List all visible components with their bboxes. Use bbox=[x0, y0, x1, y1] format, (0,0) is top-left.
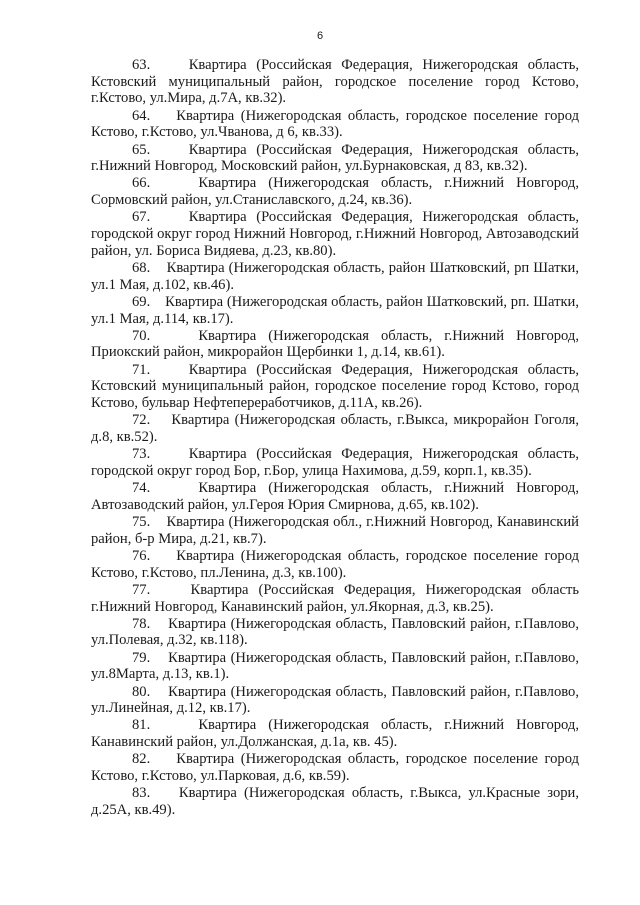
list-item bbox=[91, 57, 579, 107]
list-item bbox=[91, 717, 579, 750]
list-item bbox=[91, 751, 579, 784]
item-number: 80. bbox=[132, 683, 151, 700]
list-item bbox=[91, 175, 579, 208]
item-text: Квартира (Нижегородская область, г.Выкса, микрорайон Гоголя, д.8, кв.52). bbox=[91, 412, 580, 445]
list-item bbox=[91, 785, 579, 818]
item-text: Квартира (Нижегородская область, Павловский район, г.Павлово, ул.8Марта, д.13, кв.1). bbox=[91, 649, 579, 683]
list-item bbox=[91, 328, 579, 361]
list-item bbox=[91, 209, 579, 259]
item-number: 73. bbox=[132, 446, 151, 463]
item-text: Квартира (Нижегородская область, район Шатковский, рп. Шатки, ул.1 Мая, д.114, кв.17). bbox=[91, 293, 579, 327]
item-number: 68. bbox=[132, 259, 151, 276]
item-number: 77. bbox=[132, 581, 151, 598]
item-number: 65. bbox=[132, 141, 151, 158]
list-item bbox=[91, 412, 579, 445]
item-number: 64. bbox=[132, 107, 151, 124]
list-item bbox=[91, 684, 579, 717]
item-number: 76. bbox=[132, 547, 151, 564]
list-item bbox=[91, 294, 579, 327]
item-number: 70. bbox=[132, 327, 151, 344]
item-number: 71. bbox=[132, 361, 151, 378]
item-text: Квартира (Нижегородская область, г.Нижний Новгород, Автозаводский район, ул.Героя Юрия Смирнова, д.65, кв.102). bbox=[91, 480, 579, 513]
item-text: Квартира (Нижегородская область, г.Выкса, ул.Красные зори, д.25А, кв.49). bbox=[91, 785, 579, 818]
item-text: Квартира (Российская Федерация, Нижегородская область г.Нижний Новгород, Канавинский район, ул.Якорная, д.3, кв.25). bbox=[91, 581, 580, 615]
list-item bbox=[91, 260, 579, 293]
item-text: Квартира (Нижегородская область, г.Нижний Новгород, Сормовский район, ул.Станиславского, д.24, кв.36). bbox=[91, 175, 579, 209]
item-number: 72. bbox=[132, 412, 151, 429]
item-number: 74. bbox=[132, 480, 151, 497]
list-item bbox=[91, 362, 579, 412]
item-number: 81. bbox=[132, 717, 151, 734]
list-item bbox=[91, 548, 579, 581]
item-text: Квартира (Нижегородская обл., г.Нижний Новгород, Канавинский район, б-р Мира, д.21, кв.7). bbox=[91, 513, 579, 547]
item-text: Квартира (Российская Федерация, Нижегородская область, г.Нижний Новгород, Московский район, ул.Бурнаковская, д 83, кв.32). bbox=[91, 141, 579, 175]
item-text: Квартира (Российская Федерация, Нижегородская область, городской округ город Бор, г.Бор, улица Нахимова, д.59, корп.1, кв.35). bbox=[91, 446, 579, 479]
list-item bbox=[91, 446, 579, 479]
list-item bbox=[91, 582, 579, 615]
item-text: Квартира (Российская Федерация, Нижегородская область, городской округ город Нижний Новгород, г.Нижний Новгород, Автозаводский район, ул. Бориса Видяева, д.23, кв.80). bbox=[91, 209, 579, 259]
list-item bbox=[91, 514, 579, 547]
item-number: 79. bbox=[132, 649, 151, 666]
item-text: Квартира (Нижегородская область, г.Нижний Новгород, Канавинский район, ул.Должанская, д.1а, кв. 45). bbox=[91, 717, 579, 751]
item-number: 83. bbox=[132, 785, 151, 802]
item-number: 63. bbox=[132, 57, 151, 73]
list-item bbox=[91, 108, 579, 141]
list-item bbox=[91, 616, 579, 649]
page-number: 6 bbox=[316, 30, 324, 42]
item-text: Квартира (Нижегородская область, городское поселение город Кстово, г.Кстово, ул.Парковая, д.6, кв.59). bbox=[91, 751, 580, 785]
item-number: 78. bbox=[132, 615, 151, 632]
item-text: Квартира (Нижегородская область, район Шатковский, рп Шатки, ул.1 Мая, д.102, кв.46). bbox=[91, 259, 580, 293]
item-text: Квартира (Нижегородская область, городское поселение город Кстово, г.Кстово, пл.Ленина, д.3, кв.100). bbox=[91, 547, 580, 581]
property-list bbox=[91, 57, 579, 819]
item-number: 75. bbox=[132, 513, 151, 530]
item-text: Квартира (Российская Федерация, Нижегородская область, Кстовский муниципальный район, городское поселение город Кстово, г.Кстово, ул.Мира, д.7А, кв.32). bbox=[91, 57, 579, 107]
list-item bbox=[91, 480, 579, 513]
list-item bbox=[91, 142, 579, 175]
item-text: Квартира (Нижегородская область, городское поселение город Кстово, г.Кстово, ул.Чванова, д 6, кв.33). bbox=[91, 107, 580, 141]
list-item bbox=[91, 650, 579, 683]
item-number: 82. bbox=[132, 751, 151, 768]
item-text: Квартира (Нижегородская область, Павловский район, г.Павлово, ул.Полевая, д.32, кв.118). bbox=[91, 615, 579, 649]
item-number: 67. bbox=[132, 209, 151, 226]
item-number: 69. bbox=[132, 293, 151, 310]
item-number: 66. bbox=[132, 175, 151, 192]
item-text: Квартира (Нижегородская область, Павловский район, г.Павлово, ул.Линейная, д.12, кв.17). bbox=[91, 683, 579, 717]
item-text: Квартира (Российская Федерация, Нижегородская область, Кстовский муниципальный район, городское поселение город Кстово, город Кстово, бульвар Нефтепереработчиков, д.11А, кв.26). bbox=[91, 361, 579, 412]
item-text: Квартира (Нижегородская область, г.Нижний Новгород, Приокский район, микрорайон Щербинки 1, д.14, кв.61). bbox=[91, 327, 579, 361]
